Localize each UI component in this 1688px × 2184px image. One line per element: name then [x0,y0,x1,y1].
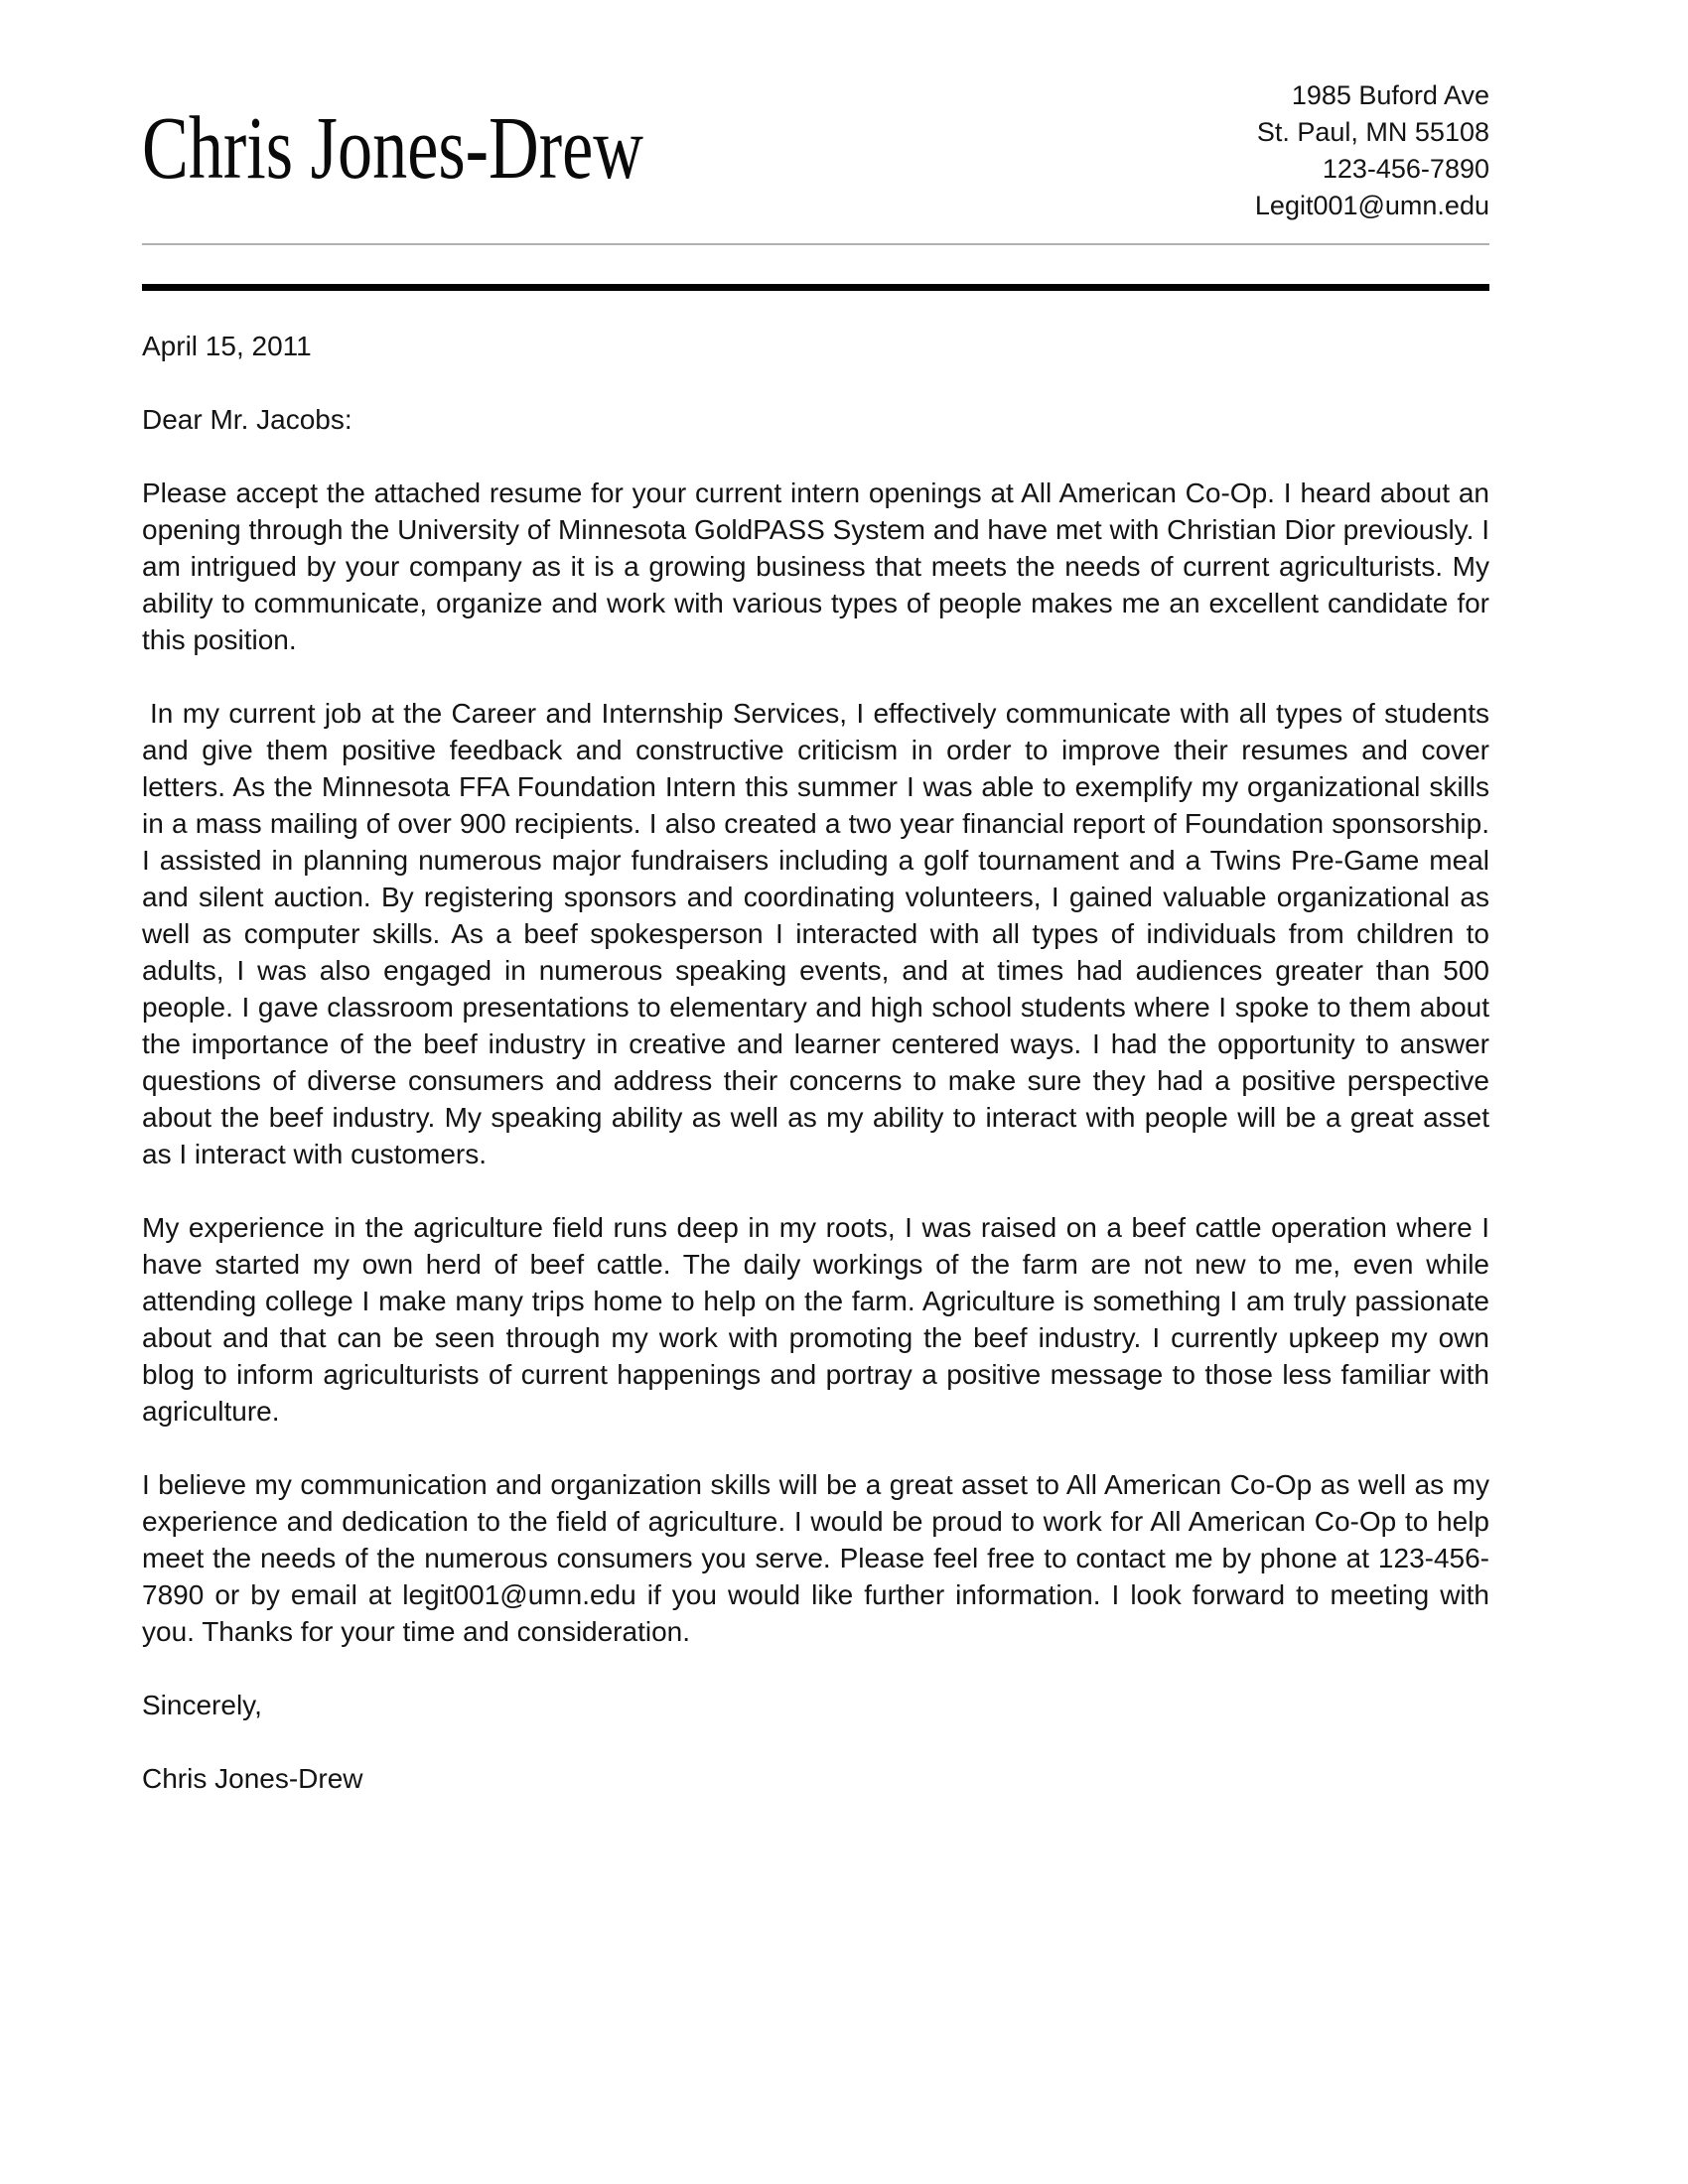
paragraph-experience: In my current job at the Career and Internship Services, I effectively communicate with all types of students and give them positive feedback and constructive criticism in order to improve their resumes and cover letters. As the Minnesota FFA Foundation Intern this summer I was able to exemplify my organizational skills in a mass mailing of over 900 recipients. I also created a two year financial report of Foundation sponsorship. I assisted in planning numerous major fundraisers including a golf tournament and a Twins Pre-Game meal and silent auction. By registering sponsors and coordinating volunteers, I gained valuable organizational as well as computer skills. As a beef spokesperson I interacted with all types of individuals from children to adults, I was also engaged in numerous speaking events, and at times had audiences greater than 500 people. I gave classroom presentations to elementary and high school students where I spoke to them about the importance of the beef industry in creative and learner centered ways. I had the opportunity to answer questions of diverse consumers and address their concerns to make sure they had a positive perspective about the beef industry. My speaking ability as well as my ability to interact with people will be a great asset as I interact with customers. [142,698,1489,1169]
header-divider-thick [142,284,1489,291]
contact-email: Legit001@umn.edu [1254,191,1489,220]
paragraph-agriculture-background: My experience in the agriculture field runs deep in my roots, I was raised on a beef cattle operation where I have started my own herd of beef cattle. The daily workings of the farm are not new to me, even while attending college I make many trips home to help on the farm. Agriculture is something I am truly passionate about and that can be seen through my work with promoting the beef industry. I currently upkeep my own blog to inform agriculturists of current happenings and portray a positive message to those less familiar with agriculture. [142,1212,1489,1427]
letter-body [142,328,1489,1797]
contact-address-line1: 1985 Buford Ave [1291,80,1489,110]
signature-name: Chris Jones-Drew [142,1763,363,1794]
salutation: Dear Mr. Jacobs: [142,404,352,435]
letter-date: April 15, 2011 [142,331,312,361]
header-divider-thin [142,243,1489,245]
sender-name: Chris Jones-Drew [142,99,643,198]
contact-address-line2: St. Paul, MN 55108 [1256,117,1489,147]
contact-block [1255,77,1489,224]
paragraph-introduction: Please accept the attached resume for your current intern openings at All American Co-Op. I heard about an opening through the University of Minnesota GoldPASS System and have met with Christian Dior previously. I am intrigued by your company as it is a growing business that meets the needs of current agriculturists. My ability to communicate, organize and work with various types of people makes me an excellent candidate for this position. [142,478,1489,655]
letter-header [142,0,1489,224]
paragraph-conclusion: I believe my communication and organization skills will be a great asset to All American Co-Op as well as my experience and dedication to the field of agriculture. I would be proud to work for All American Co-Op to help meet the needs of the numerous consumers you serve. Please feel free to contact me by phone at 123-456-7890 or by email at legit001@umn.edu if you would like further information. I look forward to meeting with you. Thanks for your time and consideration. [142,1469,1489,1647]
contact-phone: 123-456-7890 [1322,154,1489,184]
closing: Sincerely, [142,1690,262,1720]
